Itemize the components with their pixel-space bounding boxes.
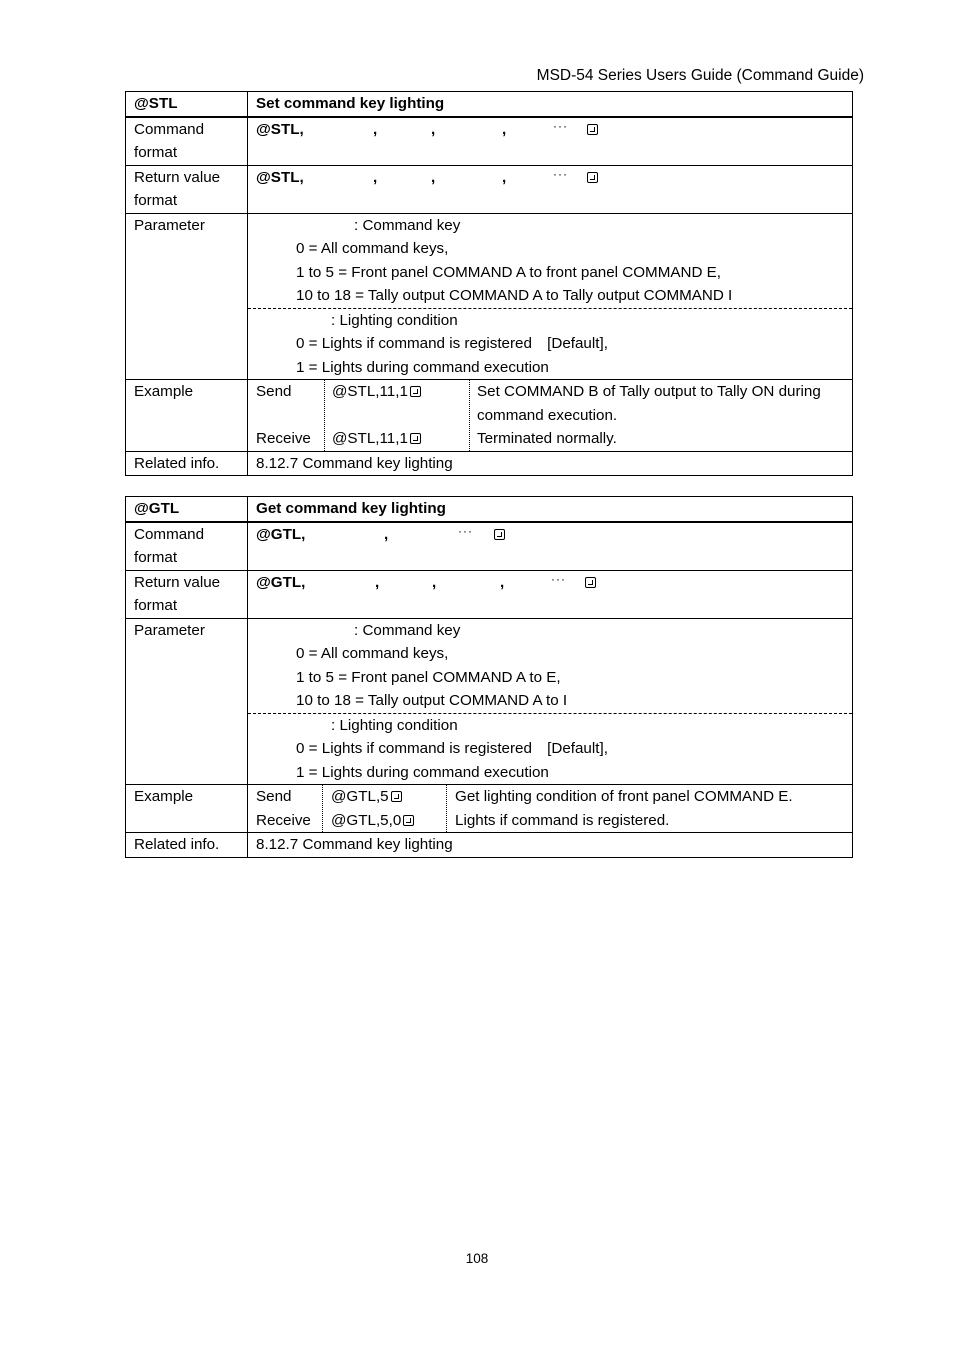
gtl-related-label: Related info. [134,836,220,853]
stl-command-format: @STL, , , , ··· [256,118,844,142]
stl-command-format-label: Command format [134,120,205,161]
gtl-param-command-key: : Command key 0 = All command keys, 1 to 5 = Front panel COMMAND A to E, 10 to 18 = Tally output COMMAND A to I [296,621,568,709]
stl-return-format: @STL, , , , ··· [256,166,844,190]
stl-parameter-row [126,213,853,380]
stl-related-label: Related info. [134,454,220,472]
stl-example-label: Example [134,383,194,400]
stl-receive-label: Receive [256,430,311,447]
gtl-receive-command: @GTL,5,0 [331,809,414,833]
return-key-icon [494,529,505,540]
return-key-icon [587,172,598,183]
gtl-example-row [126,785,853,833]
stl-send-description: Set COMMAND B of Tally output to Tally ON during [477,383,821,400]
stl-command-format-row [126,117,853,166]
gtl-return-format-label: Return value format [134,573,221,614]
return-key-icon [403,815,414,826]
gtl-command-name: @GTL [134,500,180,517]
stl-receive-command: @STL,11,1 [332,427,421,451]
stl-send-command: @STL,11,1 [332,380,421,404]
gtl-receive-label: Receive [256,811,311,829]
stl-title-row [126,92,853,117]
gtl-command-title: Get command key lighting [256,500,446,517]
gtl-example [248,785,852,832]
stl-example: Send Receive @STL,11,1 @STL,11,1 Set COMMAND B of Tally output to Tally ON during command execution. Terminated normally. [248,380,852,451]
gtl-title-row [126,497,853,522]
return-key-icon [585,577,596,588]
gtl-return-format-row [126,570,853,618]
return-key-icon [391,791,402,802]
gtl-command-format-row [126,522,853,571]
stl-parameter-label: Parameter [134,216,205,234]
gtl-send-label: Send [256,788,292,805]
gtl-send-command: @GTL,5 [331,785,414,809]
return-key-icon [410,433,421,444]
return-key-icon [410,386,421,397]
stl-related-row [126,451,853,476]
stl-param-command-key: : Command key 0 = All command keys, 1 to 5 = Front panel COMMAND A to front panel COMMAND E, 10 to 18 = Tally output COMMAND A to Tally output COMMAND I [296,216,733,304]
gtl-example-label: Example [134,788,194,805]
stl-related-info: 8.12.7 Command key lighting [256,454,453,472]
stl-example-row [126,380,853,452]
gtl-command-table [125,496,853,858]
stl-receive-description: Terminated normally. [477,430,617,447]
gtl-param-lighting-condition: : Lighting condition 0 = Lights if command is registered [Default], 1 = Lights during command execution [296,716,608,781]
stl-param-lighting-condition: : Lighting condition 0 = Lights if command is registered [Default], 1 = Lights during command execution [296,311,608,376]
gtl-parameter-label: Parameter [134,621,205,639]
page-number: 108 [465,1251,489,1266]
stl-send-label: Send [256,383,292,400]
gtl-related-row [126,833,853,858]
gtl-command-format: @GTL, , ··· [256,523,844,547]
stl-command-table [125,91,853,476]
gtl-receive-description: Lights if command is registered. [455,811,670,829]
stl-command-title: Set command key lighting [256,95,445,112]
gtl-return-format: @GTL, , , , ··· [256,571,844,595]
stl-return-format-label: Return value format [134,168,221,209]
page-header: MSD-54 Series Users Guide (Command Guide) [536,67,864,84]
gtl-related-info: 8.12.7 Command key lighting [256,836,453,853]
stl-return-format-row [126,165,853,213]
gtl-command-format-label: Command format [134,525,205,566]
return-key-icon [587,124,598,135]
gtl-parameter-row [126,618,853,785]
gtl-send-description: Get lighting condition of front panel COMMAND E. [455,788,793,805]
stl-command-name: @STL [134,95,178,112]
